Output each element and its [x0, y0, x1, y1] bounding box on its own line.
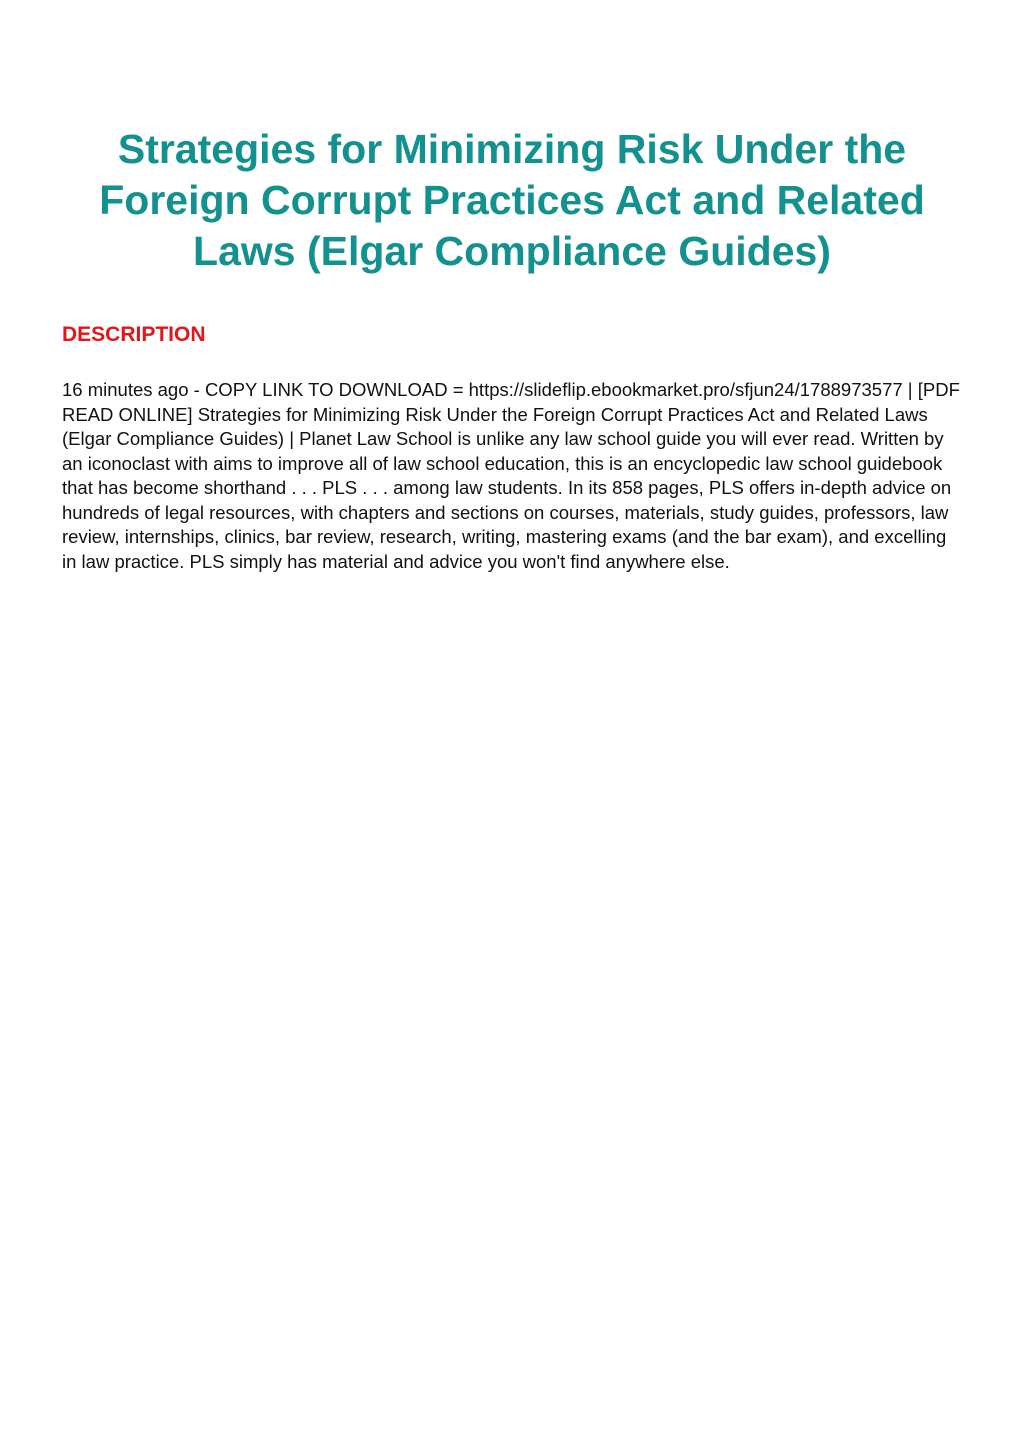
document-title: Strategies for Minimizing Risk Under the Foreign Corrupt Practices Act and Related Laws (Elgar Compliance Guides) [99, 126, 925, 274]
description-text: 16 minutes ago - COPY LINK TO DOWNLOAD = https://slideflip.ebookmarket.pro/sfjun24/1788973577 | [PDF READ ONLINE] Strategies for Minimizing Risk Under the Foreign Corrupt Practices Act and Related Laws (Elgar Compliance Guides) | Planet Law School is unlike any law school guide you will ever read. Written by an iconoclast with aims to improve all of law school education, this is an encyclopedic law school guidebook that has become shorthand . . . PLS . . . among law students. In its 858 pages, PLS offers in-depth advice on hundreds of legal resources, with chapters and sections on courses, materials, study guides, professors, law review, internships, clinics, bar review, research, writing, mastering exams (and the bar exam), and excelling in law practice. PLS simply has material and advice you won't find anywhere else. [62, 379, 960, 572]
description-heading: DESCRIPTION [62, 323, 206, 346]
